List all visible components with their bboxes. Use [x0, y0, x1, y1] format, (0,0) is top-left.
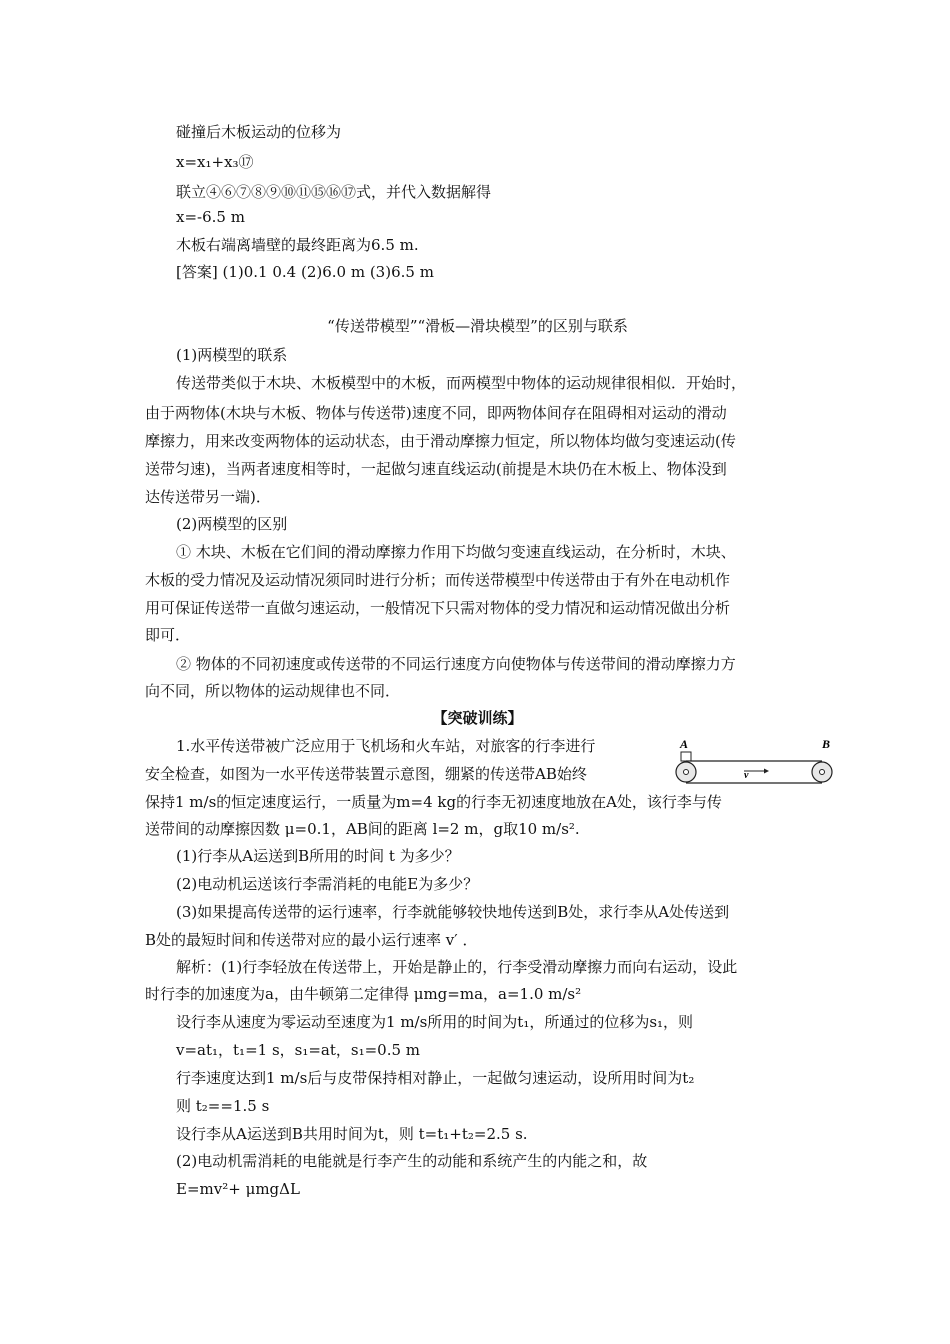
equation-line: x=-6.5 m	[176, 208, 245, 226]
left-pulley-axle	[684, 770, 689, 775]
paragraph-line: 用可保证传送带一直做匀速运动，一般情况下只需对物体的受力情况和运动情况做出分析	[145, 599, 731, 617]
problem-line: 安全检查，如图为一水平传送带装置示意图，绷紧的传送带AB始终	[145, 765, 587, 783]
right-pulley-axle	[820, 770, 825, 775]
luggage-box	[681, 752, 691, 761]
velocity-label: v	[744, 770, 749, 781]
paragraph-line: 由于两物体(木块与木板、物体与传送带)速度不同，即两物体间存在阻碍相对运动的滑动	[145, 404, 727, 422]
paragraph-line: ① 木块、木板在它们间的滑动摩擦力作用下均做匀变速直线运动，在分析时，木块、	[176, 543, 736, 561]
equation-line: E=mv²+ μmgΔL	[176, 1180, 300, 1198]
problem-line: 保持1 m/s的恒定速度运行，一质量为m=4 kg的行李无初速度地放在A处，该行李与传	[145, 793, 722, 811]
problem-line: 1.水平传送带被广泛应用于飞机场和火车站，对旅客的行李进行	[176, 737, 596, 755]
label-a: A	[680, 737, 689, 751]
paragraph-line: 达传送带另一端)．	[145, 488, 271, 506]
solution-line: 行李速度达到1 m/s后与皮带保持相对静止，一起做匀速运动，设所用时间为t₂	[176, 1069, 695, 1087]
text-line: 木板右端离墙壁的最终距离为6.5 m.	[176, 236, 419, 254]
text-line: 碰撞后木板运动的位移为	[176, 123, 342, 141]
paragraph-line: 摩擦力，用来改变两物体的运动状态，由于滑动摩擦力恒定，所以物体均做匀变速运动(传	[145, 432, 736, 450]
solution-line: 时行李的加速度为a，由牛顿第二定律得 μmg=ma，a=1.0 m/s²	[145, 985, 582, 1003]
label-b: B	[822, 737, 831, 751]
question-line: (1)行李从A运送到B所用的时间 t 为多少？	[176, 847, 460, 865]
solution-line: 解析：(1)行李轻放在传送带上，开始是静止的，行李受滑动摩擦力而向右运动，设此	[176, 958, 738, 976]
training-heading: 【突破训练】	[432, 709, 523, 727]
paragraph-line: ② 物体的不同初速度或传送带的不同运行速度方向使物体与传送带间的滑动摩擦力方	[176, 655, 736, 673]
section-heading: “传送带模型”“滑板—滑块模型”的区别与联系	[327, 317, 628, 335]
solution-line: 设行李从速度为零运动至速度为1 m/s所用的时间为t₁，所通过的位移为s₁，则	[176, 1013, 694, 1031]
paragraph-line: 木板的受力情况及运动情况须同时进行分析；而传送带模型中传送带由于有外在电动机作	[145, 571, 731, 589]
solution-line: (2)电动机需消耗的电能就是行李产生的动能和系统产生的内能之和，故	[176, 1152, 648, 1170]
text-line: 联立④⑥⑦⑧⑨⑩⑪⑮⑯⑰式，并代入数据解得	[176, 183, 492, 201]
equation-line: 则 t₂==1.5 s	[176, 1097, 270, 1115]
subheading: (2)两模型的区别	[176, 515, 288, 533]
question-line: (2)电动机运送该行李需消耗的电能E为多少？	[176, 875, 479, 893]
paragraph-line: 送带匀速)，当两者速度相等时，一起做匀速直线运动(前提是木块仍在木板上、物体没到	[145, 460, 727, 478]
problem-line: 送带间的动摩擦因数 μ=0.1，AB间的距离 l=2 m，g取10 m/s².	[145, 820, 580, 838]
paragraph-line: 向不同，所以物体的运动规律也不同．	[145, 682, 401, 700]
equation-line: x=x₁+x₃⑰	[176, 153, 254, 171]
velocity-arrowhead	[764, 769, 769, 774]
question-line: (3)如果提高传送带的运行速率，行李就能够较快地传送到B处，求行李从A处传送到	[176, 903, 730, 921]
equation-line: v=at₁，t₁=1 s，s₁=at，s₁=0.5 m	[176, 1041, 421, 1059]
solution-line: 设行李从A运送到B共用时间为t，则 t=t₁+t₂=2.5 s.	[176, 1125, 528, 1143]
conveyor-belt-diagram	[672, 734, 840, 790]
question-line: B处的最短时间和传送带对应的最小运行速率 v′ ．	[145, 931, 478, 949]
subheading: (1)两模型的联系	[176, 346, 288, 364]
paragraph-line: 即可．	[145, 626, 191, 644]
answer-line: [答案] (1)0.1 0.4 (2)6.0 m (3)6.5 m	[176, 263, 434, 281]
paragraph-line: 传送带类似于木块、木板模型中的木板，而两模型中物体的运动规律很相似．开始时，	[176, 374, 747, 392]
